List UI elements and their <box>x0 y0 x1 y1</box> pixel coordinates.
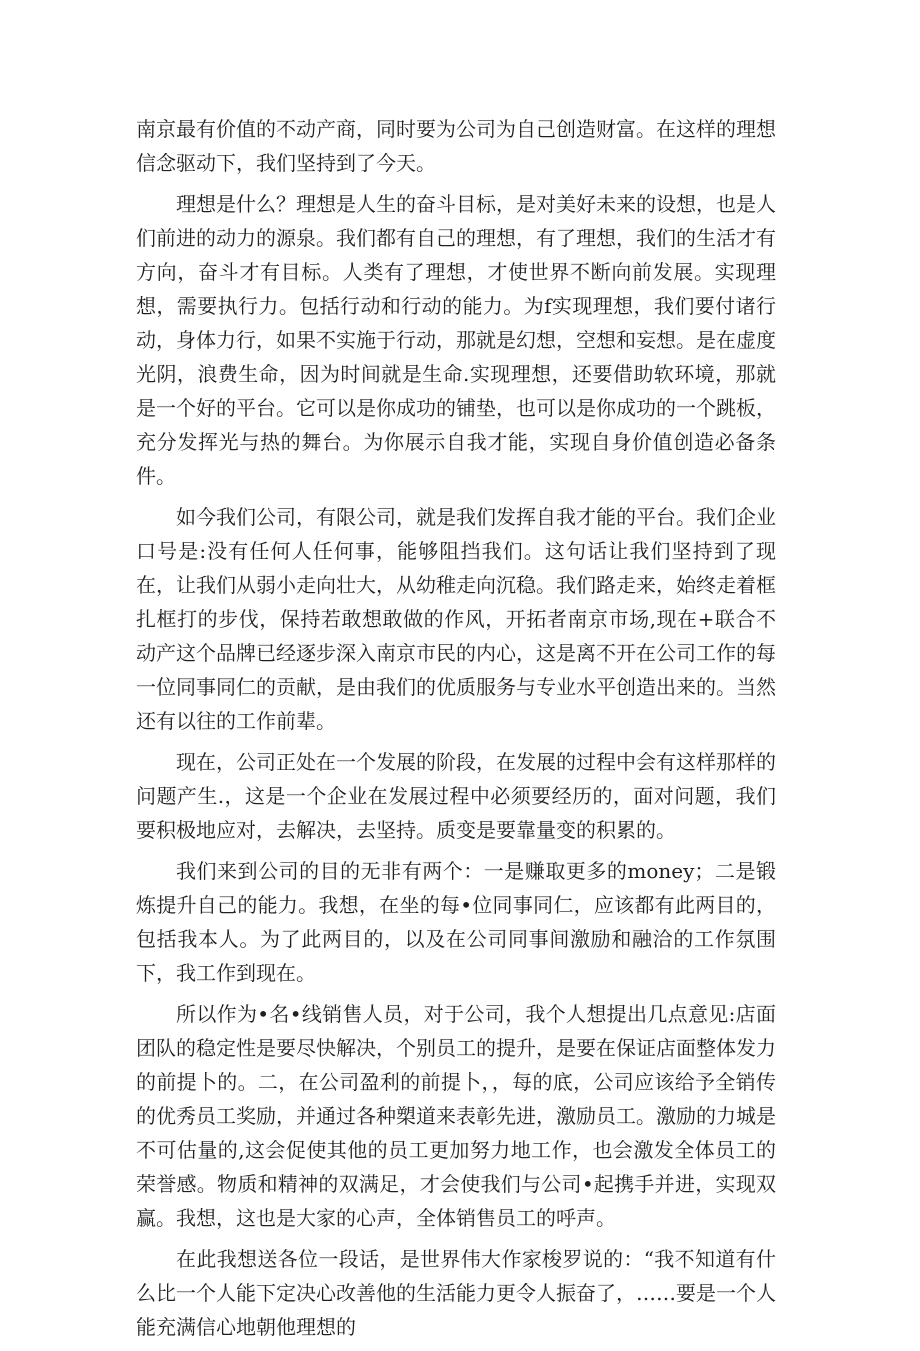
document-body <box>136 112 776 1351</box>
paragraph: 如今我们公司，有限公司，就是我们发挥自我才能的平台。我们企业口号是:没有任何人任何事，能够阻挡我们。这句话让我们坚持到了现在，让我们从弱小走向壮大，从幼稚走向沉稳。我们路走来，始终走着框扎框打的步伐，保持若敢想敢做的作风，开拓者南京市场,现在+联合不动产这个品牌已经逐步深入南京市民的内心，这是离不开在公司工作的每一位同事同仁的贡献，是由我们的优质服务与专业水平创造出来的。当然还有以往的工作前辈。 <box>136 505 776 733</box>
paragraph: 理想是什么？理想是人生的奋斗目标，是对美好未来的设想，也是人们前进的动力的源泉。我们都有自己的理想，有了理想，我们的生活才有方向，奋斗才有目标。人类有了理想，才使世界不断向前发展。实现理想，需要执行力。包括行动和行动的能力。为f实现理想，我们要付诸行动，身体力行，如果不实施于行动，那就是幻想，空想和妄想。是在虚度光阴，浪费生命，因为时间就是生命.实现理想，还要借助软环境，那就是一个好的平台。它可以是你成功的铺垫，也可以是你成功的一个跳板，充分发挥光与热的舞台。为你展示自我才能，实现自身价值创造必备条件。 <box>136 192 776 488</box>
paragraph: 在此我想送各位一段话，是世界伟大作家梭罗说的：“我不知道有什么比一个人能下定决心改善他的生活能力更令人振奋了，……要是一个人能充满信心地朝他理想的 <box>136 1247 776 1339</box>
paragraph: 南京最有价值的不动产商，同时要为公司为自己创造财富。在这样的理想信念驱动下，我们坚持到了今天。 <box>136 117 776 175</box>
paragraph: 现在，公司正处在一个发展的阶段，在发展的过程中会有这样那样的问题产生.，这是一个企业在发展过程中必须要经历的，面对问题，我们要积极地应对，去解决，去坚持。质变是要靠量变的积累的。 <box>136 750 776 842</box>
paragraph: 所以作为•名•线销售人员，对于公司，我个人想提出几点意见:店面团队的稳定性是要尽快解决，个别员工的提升，是要在保证店面整体发力的前提卜的。二，在公司盈利的前提卜，，每的底，公司应该给予全销传的优秀员工奖励，并通过各种槊道来表彰先进，激励员工。激励的力城是不可估量的,这会促使其他的员工更加努力地工作，也会激发全体员工的荣誉感。物质和精神的双满足，才会使我们与公司•起携手并进，实现双赢。我想，这也是大家的心声，全体销售员工的呼声。 <box>136 1002 776 1230</box>
paragraph: 我们来到公司的目的无非有两个：一是赚取更多的money；二是锻炼提升自己的能力。我想，在坐的每•位同事同仁，应该都有此两目的，包括我本人。为了此两目的，以及在公司同事间激励和融洽的工作氛围下，我工作到现在。 <box>136 859 776 985</box>
